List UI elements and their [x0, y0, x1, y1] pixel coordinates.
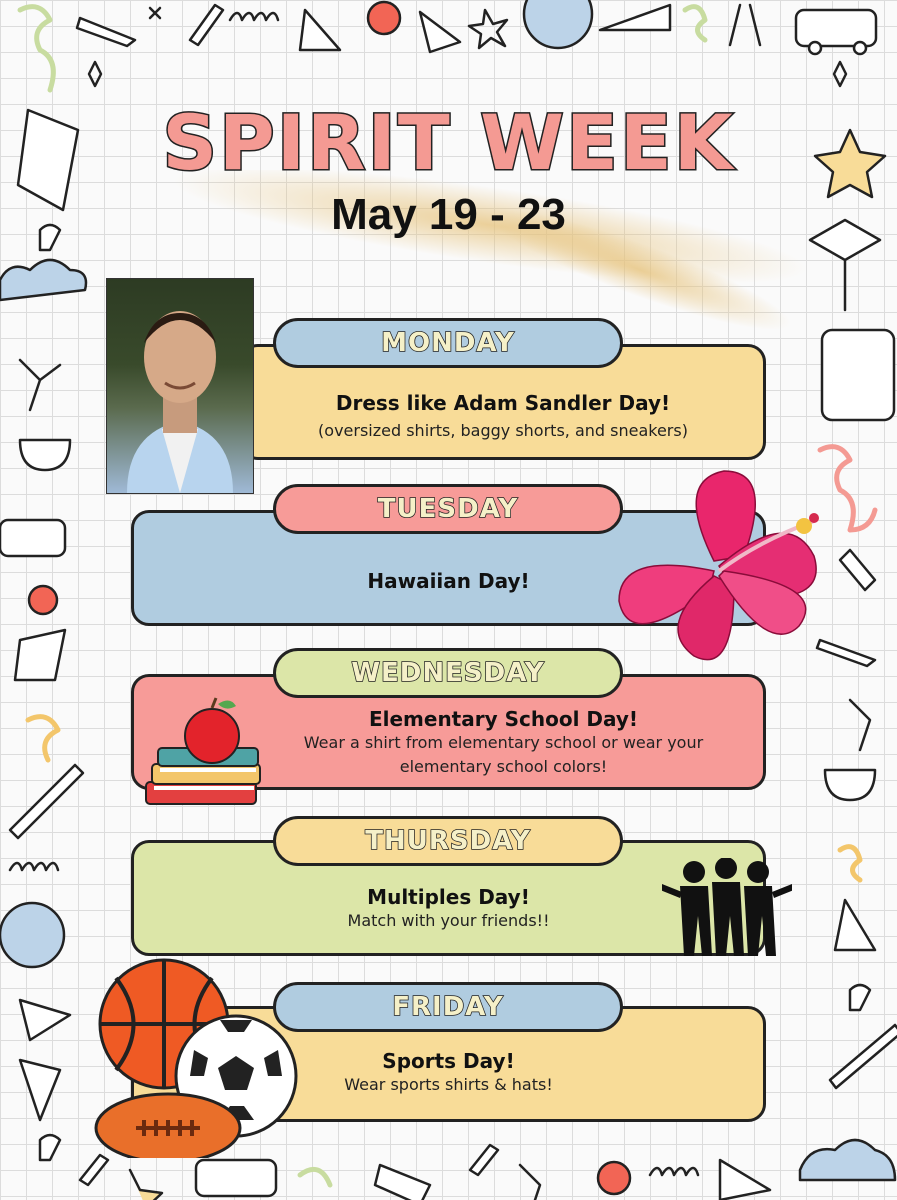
event-dates: May 19 - 23: [331, 190, 566, 239]
adam-sandler-photo: [106, 278, 254, 494]
tuesday-event-title: Hawaiian Day!: [367, 569, 530, 593]
wednesday-event-title: Elementary School Day!: [368, 707, 639, 731]
poster-title: SPIRIT WEEK: [162, 98, 735, 187]
wednesday-event-desc: Wear a shirt from elementary school or wear your elementary school colors!: [303, 733, 704, 776]
hibiscus-flower-icon: [614, 466, 834, 666]
friends-silhouette-icon: [662, 858, 792, 958]
person-photo-icon: [107, 279, 253, 493]
sports-balls-icon: [94, 958, 314, 1158]
thursday-label: THURSDAY: [273, 816, 623, 866]
monday-event-desc: (oversized shirts, baggy shorts, and sneakers): [318, 421, 688, 440]
monday-label: MONDAY: [273, 318, 623, 368]
friday-label: FRIDAY: [273, 982, 623, 1032]
monday-event-title: Dress like Adam Sandler Day!: [335, 391, 671, 415]
tuesday-label: TUESDAY: [273, 484, 623, 534]
friday-event-title: Sports Day!: [382, 1049, 515, 1073]
wednesday-label: WEDNESDAY: [273, 648, 623, 698]
thursday-event-title: Multiples Day!: [367, 885, 530, 909]
thursday-event-desc: Match with your friends!!: [347, 911, 550, 930]
apple-books-icon: [140, 696, 270, 816]
friday-event-desc: Wear sports shirts & hats!: [344, 1075, 553, 1094]
